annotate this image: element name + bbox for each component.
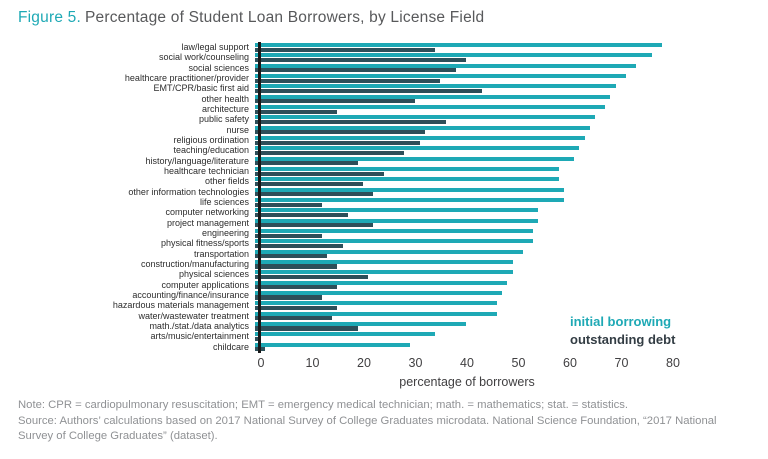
bar-group <box>255 290 756 300</box>
chart-row <box>18 63 756 73</box>
bar-initial-borrowing <box>255 84 616 88</box>
bar-outstanding-debt <box>255 285 337 289</box>
source-text: Source: Authors’ calculations based on 2017 National Survey of College Graduates microdata. National Science Foundation, “2017 National Survey of College Graduates” (dataset). <box>18 414 717 442</box>
bar-group <box>255 104 756 114</box>
bar-outstanding-debt <box>255 89 482 93</box>
chart-row <box>18 114 756 124</box>
bar-outstanding-debt <box>255 99 415 103</box>
bar-group <box>255 166 756 176</box>
chart-row <box>18 249 756 259</box>
bar-initial-borrowing <box>255 126 590 130</box>
figure-title-text: Percentage of Student Loan Borrowers, by License Field <box>84 9 485 26</box>
chart-row <box>18 145 756 155</box>
bar-outstanding-debt <box>255 161 358 165</box>
y-axis-line <box>258 42 261 353</box>
x-tick-label: 60 <box>563 356 577 370</box>
bar-initial-borrowing <box>255 198 564 202</box>
bar-outstanding-debt <box>255 295 322 299</box>
bar-outstanding-debt <box>255 223 373 227</box>
category-label: arts/music/entertainment <box>150 331 249 342</box>
legend <box>570 313 675 349</box>
chart-row <box>18 218 756 228</box>
bar-outstanding-debt <box>255 48 435 52</box>
chart-row <box>18 280 756 290</box>
bar-outstanding-debt <box>255 244 343 248</box>
x-axis-label: percentage of borrowers <box>399 375 535 389</box>
bar-outstanding-debt <box>255 213 348 217</box>
bar-group <box>255 321 756 331</box>
bar-initial-borrowing <box>255 208 538 212</box>
x-tick-label: 30 <box>408 356 423 370</box>
chart-row <box>18 94 756 104</box>
bar-initial-borrowing <box>255 312 497 316</box>
bar-initial-borrowing <box>255 157 574 161</box>
category-label: other health <box>201 93 249 104</box>
chart-row <box>18 269 756 279</box>
category-label: public safety <box>198 114 249 125</box>
category-label: social sciences <box>188 62 249 73</box>
bar-outstanding-debt <box>255 192 373 196</box>
category-label: physical sciences <box>178 269 249 280</box>
category-label: nurse <box>226 124 249 135</box>
bar-outstanding-debt <box>255 151 404 155</box>
bar-initial-borrowing <box>255 239 533 243</box>
bar-group <box>255 176 756 186</box>
bar-initial-borrowing <box>255 64 636 68</box>
chart-row <box>18 176 756 186</box>
bar-initial-borrowing <box>255 53 652 57</box>
category-label: transportation <box>193 248 249 259</box>
chart-rows <box>18 42 756 352</box>
bar-initial-borrowing <box>255 136 585 140</box>
chart-row <box>18 156 756 166</box>
category-label: EMT/CPR/basic first aid <box>153 83 249 94</box>
category-label: teaching/education <box>173 145 249 156</box>
category-label: water/wastewater treatment <box>138 310 249 321</box>
bar-initial-borrowing <box>255 291 502 295</box>
bar-outstanding-debt <box>255 275 368 279</box>
bar-group <box>255 156 756 166</box>
category-label: computer networking <box>165 207 249 218</box>
bar-group <box>255 114 756 124</box>
figure-number: Figure 5. <box>18 9 81 26</box>
chart-row <box>18 125 756 135</box>
bar-group <box>255 300 756 310</box>
bar-group <box>255 342 756 352</box>
chart-row <box>18 228 756 238</box>
bar-group <box>255 145 756 155</box>
bar-outstanding-debt <box>255 264 337 268</box>
x-tick-label: 40 <box>460 356 474 370</box>
x-tick-label: 0 <box>257 356 265 370</box>
x-axis-ticks <box>257 356 680 370</box>
bar-initial-borrowing <box>255 188 564 192</box>
category-label: law/legal support <box>181 42 249 52</box>
category-label: healthcare practitioner/provider <box>124 72 249 83</box>
bar-outstanding-debt <box>255 58 466 62</box>
x-tick-label: 50 <box>511 356 526 370</box>
chart-row <box>18 238 756 248</box>
bar-outstanding-debt <box>255 68 456 72</box>
bar-initial-borrowing <box>255 146 579 150</box>
bar-outstanding-debt <box>255 203 322 207</box>
bar-group <box>255 83 756 93</box>
bar-initial-borrowing <box>255 332 435 336</box>
category-label: life sciences <box>199 196 249 207</box>
bar-outstanding-debt <box>255 306 337 310</box>
bar-group <box>255 52 756 62</box>
bar-outstanding-debt <box>255 182 363 186</box>
bar-group <box>255 63 756 73</box>
category-label: construction/manufacturing <box>140 258 249 269</box>
bar-initial-borrowing <box>255 167 559 171</box>
bar-group <box>255 207 756 217</box>
bar-initial-borrowing <box>255 115 595 119</box>
category-label: project management <box>166 217 249 228</box>
bar-outstanding-debt <box>255 79 440 83</box>
bar-group <box>255 218 756 228</box>
bar-initial-borrowing <box>255 343 410 347</box>
bar-initial-borrowing <box>255 177 559 181</box>
category-label: social work/counseling <box>158 52 249 63</box>
category-label: other fields <box>204 176 249 187</box>
bar-outstanding-debt <box>255 316 332 320</box>
chart-row <box>18 83 756 93</box>
x-tick-label: 80 <box>666 356 680 370</box>
category-label: accounting/finance/insurance <box>132 289 249 300</box>
chart-row <box>18 166 756 176</box>
bar-outstanding-debt <box>255 130 425 134</box>
note-text: Note: CPR = cardiopulmonary resuscitation; EMT = emergency medical technician; math. = mathematics; stat. = statistics. <box>18 399 629 411</box>
bar-initial-borrowing <box>255 229 533 233</box>
category-label: engineering <box>201 227 249 238</box>
bar-initial-borrowing <box>255 250 523 254</box>
chart-row <box>18 52 756 62</box>
bar-group <box>255 197 756 207</box>
bar-group <box>255 228 756 238</box>
bar-chart <box>18 42 756 392</box>
bar-initial-borrowing <box>255 219 538 223</box>
chart-row <box>18 104 756 114</box>
chart-row <box>18 300 756 310</box>
x-tick-label: 20 <box>357 356 371 370</box>
bar-group <box>255 311 756 321</box>
bar-group <box>255 331 756 341</box>
figure-title <box>18 9 484 27</box>
bar-group <box>255 269 756 279</box>
category-label: hazardous materials management <box>112 300 249 311</box>
bar-outstanding-debt <box>255 110 337 114</box>
x-tick-label: 70 <box>614 356 629 370</box>
category-label: computer applications <box>161 279 249 290</box>
chart-row <box>18 73 756 83</box>
chart-row <box>18 290 756 300</box>
bar-outstanding-debt <box>255 234 322 238</box>
bar-group <box>255 259 756 269</box>
x-tick-label: 10 <box>305 356 320 370</box>
category-label: physical fitness/sports <box>160 238 249 249</box>
chart-row <box>18 187 756 197</box>
bar-group <box>255 135 756 145</box>
bar-group <box>255 280 756 290</box>
bar-group <box>255 238 756 248</box>
category-label: childcare <box>212 341 249 352</box>
bar-initial-borrowing <box>255 95 610 99</box>
category-label: healthcare technician <box>163 165 249 176</box>
figure-notes <box>18 398 754 445</box>
chart-row <box>18 135 756 145</box>
chart-row <box>18 207 756 217</box>
bar-group <box>255 42 756 52</box>
bar-initial-borrowing <box>255 270 513 274</box>
legend-outstanding-debt: outstanding debt <box>570 332 676 347</box>
bar-group <box>255 249 756 259</box>
bar-outstanding-debt <box>255 172 384 176</box>
bar-outstanding-debt <box>255 120 446 124</box>
bar-group <box>255 73 756 83</box>
chart-row <box>18 197 756 207</box>
category-label: history/language/literature <box>145 155 249 166</box>
category-label: architecture <box>201 103 249 114</box>
bar-initial-borrowing <box>255 260 513 264</box>
bar-initial-borrowing <box>255 322 466 326</box>
category-label: other information technologies <box>128 186 249 197</box>
bar-group <box>255 125 756 135</box>
legend-initial-borrowing: initial borrowing <box>570 314 672 329</box>
chart-row <box>18 259 756 269</box>
bar-group <box>255 94 756 104</box>
category-label: religious ordination <box>173 134 249 145</box>
bar-initial-borrowing <box>255 74 626 78</box>
bar-initial-borrowing <box>255 43 662 47</box>
bar-initial-borrowing <box>255 281 507 285</box>
chart-row <box>18 42 756 52</box>
bar-outstanding-debt <box>255 326 358 330</box>
bar-group <box>255 187 756 197</box>
bar-initial-borrowing <box>255 301 497 305</box>
bar-outstanding-debt <box>255 254 327 258</box>
bar-outstanding-debt <box>255 141 420 145</box>
category-label: math./stat./data analytics <box>149 320 249 331</box>
bar-initial-borrowing <box>255 105 605 109</box>
